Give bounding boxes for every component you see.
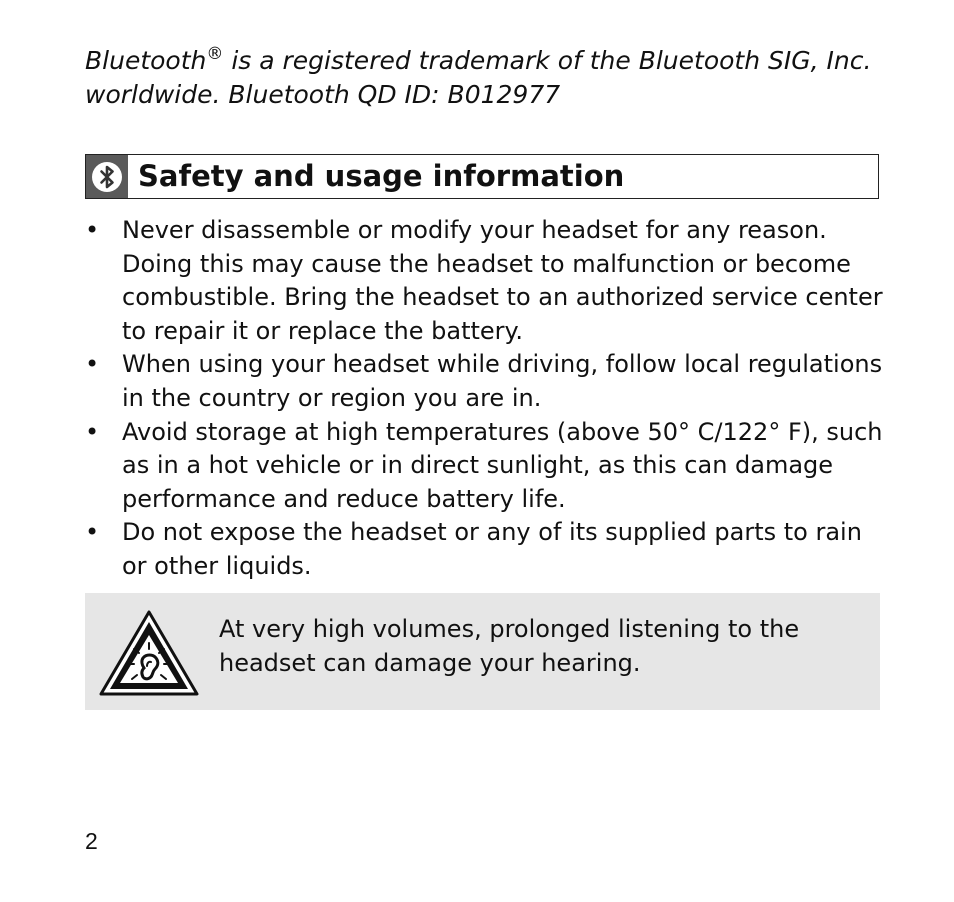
hearing-warning-box [85, 593, 880, 710]
trademark-notice [85, 44, 915, 112]
hearing-damage-warning-icon [98, 609, 200, 697]
bullet-text: Do not expose the headset or any of its supplied parts to rain or other liquids. [122, 518, 862, 580]
bullet-marker: • [85, 216, 100, 244]
bullet-text: Never disassemble or modify your headset for any reason. Doing this may cause the headset to malfunction or become combustible. Bring the headset to an authorized service center to repair it or replace the battery. [122, 216, 883, 345]
safety-bullet-list [85, 214, 885, 584]
bullet-item [85, 416, 885, 517]
section-header [85, 154, 879, 199]
bullet-text: Avoid storage at high temperatures (above 50° C/122° F), such as in a hot vehicle or in direct sunlight, as this can damage performance and reduce battery life. [122, 417, 883, 513]
registered-mark: ® [206, 44, 224, 64]
bullet-item [85, 214, 885, 348]
section-title: Safety and usage information [138, 159, 625, 193]
trademark-text-line2: worldwide. Bluetooth QD ID: B012977 [85, 80, 561, 109]
bullet-marker: • [85, 518, 100, 547]
hearing-warning-text: At very high volumes, prolonged listening to the headset can damage your hearing. [219, 615, 800, 677]
bullet-item [85, 516, 885, 583]
bullet-marker: • [85, 350, 100, 379]
trademark-brand: Bluetooth [85, 46, 207, 75]
page-number: 2 [85, 828, 98, 854]
bullet-marker: • [85, 417, 100, 446]
bullet-item [85, 348, 885, 415]
bullet-text: When using your headset while driving, follow local regulations in the country or region you are in. [122, 350, 883, 412]
trademark-text-line1: is a registered trademark of the Bluetooth SIG, Inc. [223, 46, 872, 75]
bluetooth-icon [86, 155, 128, 198]
